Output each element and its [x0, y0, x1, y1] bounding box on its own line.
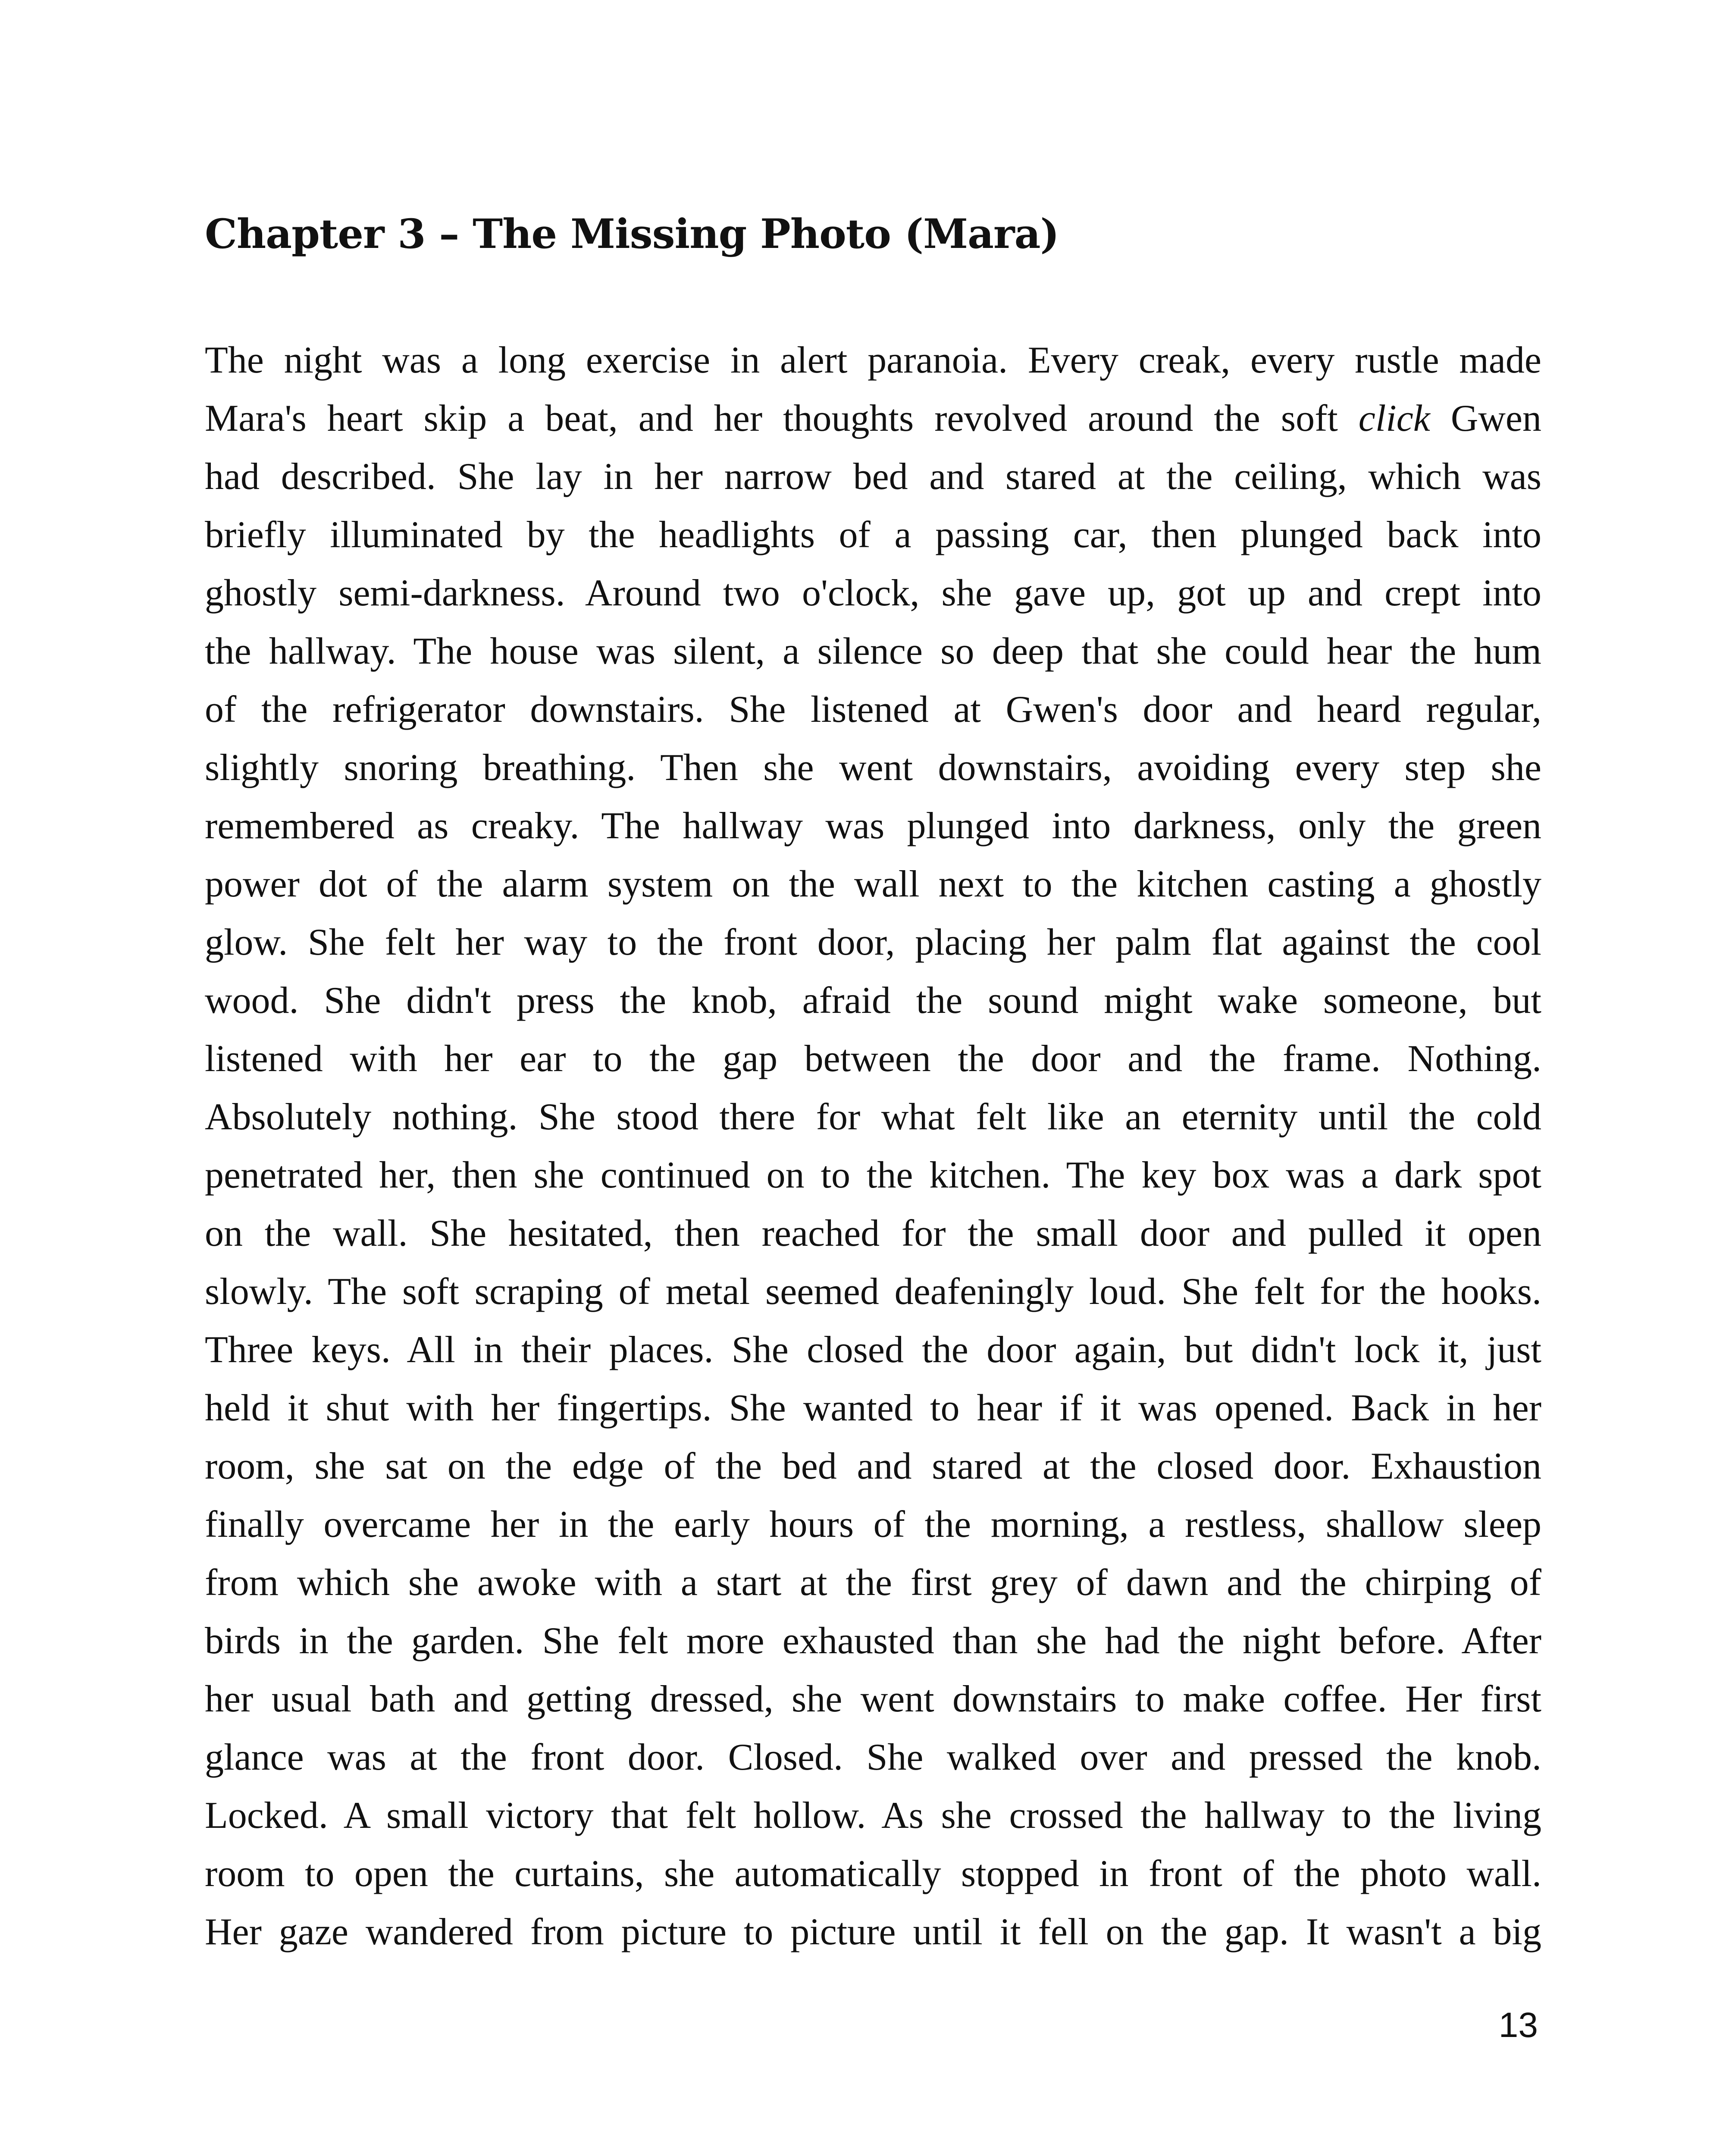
body-line: from which she awoke with a start at the first grey of dawn and the chirping of — [205, 1562, 1541, 1604]
body-line: room to open the curtains, she automatically stopped in front of the photo wall. — [205, 1853, 1541, 1895]
chapter-title: Chapter 3 – The Missing Photo (Mara) — [205, 210, 1059, 258]
body-line: her usual bath and getting dressed, she went downstairs to make coffee. Her first — [205, 1678, 1541, 1720]
body-line: glow. She felt her way to the front door, placing her palm flat against the cool — [205, 921, 1541, 963]
body-line: Three keys. All in their places. She closed the door again, but didn't lock it, just — [205, 1329, 1541, 1371]
body-line: room, she sat on the edge of the bed and stared at the closed door. Exhaustion — [205, 1445, 1541, 1487]
body-line: had described. She lay in her narrow bed and stared at the ceiling, which was — [205, 456, 1541, 498]
body-line: of the refrigerator downstairs. She listened at Gwen's door and heard regular, — [205, 689, 1541, 730]
body-line: listened with her ear to the gap between the door and the frame. Nothing. — [205, 1038, 1541, 1080]
body-line: Absolutely nothing. She stood there for what felt like an eternity until the cold — [205, 1096, 1541, 1138]
body-line: briefly illuminated by the headlights of a passing car, then plunged back into — [205, 514, 1541, 556]
body-line: finally overcame her in the early hours of the morning, a restless, shallow sleep — [205, 1504, 1541, 1545]
page-number: 13 — [1498, 2006, 1538, 2045]
body-line: remembered as creaky. The hallway was plunged into darkness, only the green — [205, 805, 1541, 847]
italic-word: click — [1358, 398, 1430, 439]
body-line: birds in the garden. She felt more exhausted than she had the night before. After — [205, 1620, 1541, 1662]
body-line: glance was at the front door. Closed. She walked over and pressed the knob. — [205, 1736, 1541, 1778]
body-line: the hallway. The house was silent, a silence so deep that she could hear the hum — [205, 630, 1541, 672]
body-line: Her gaze wandered from picture to picture until it fell on the gap. It wasn't a big — [205, 1911, 1541, 1953]
body-line — [205, 389, 1541, 448]
body-line: slowly. The soft scraping of metal seemed deafeningly loud. She felt for the hooks. — [205, 1271, 1541, 1313]
chapter-body-text — [205, 331, 1541, 1961]
body-line: on the wall. She hesitated, then reached for the small door and pulled it open — [205, 1213, 1541, 1254]
body-line: slightly snoring breathing. Then she went downstairs, avoiding every step she — [205, 747, 1541, 789]
body-line: Locked. A small victory that felt hollow. As she crossed the hallway to the living — [205, 1795, 1541, 1836]
body-line: penetrated her, then she continued on to the kitchen. The key box was a dark spot — [205, 1154, 1541, 1196]
body-line: held it shut with her fingertips. She wanted to hear if it was opened. Back in her — [205, 1387, 1541, 1429]
body-line: ghostly semi-darkness. Around two o'clock, she gave up, got up and crept into — [205, 572, 1541, 614]
body-line-start: Mara's heart skip a beat, and her thoughts revolved around the soft — [205, 398, 1359, 439]
body-line: The night was a long exercise in alert paranoia. Every creak, every rustle made — [205, 339, 1541, 381]
body-line: wood. She didn't press the knob, afraid the sound might wake someone, but — [205, 980, 1541, 1022]
body-line: power dot of the alarm system on the wall next to the kitchen casting a ghostly — [205, 863, 1541, 905]
body-line-end: Gwen — [1430, 398, 1541, 439]
